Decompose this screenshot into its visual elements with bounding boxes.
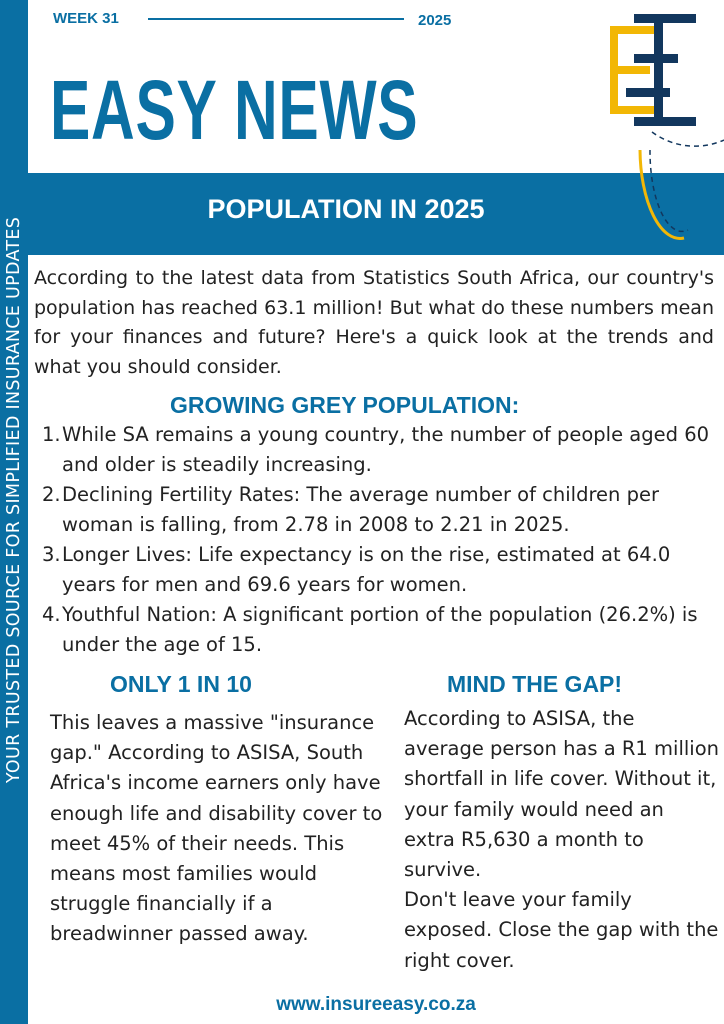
- year-label: 2025: [418, 12, 452, 29]
- intro-paragraph: According to the latest data from Statistics South Africa, our country's population has reached 63.1 million! But what do these numbers mean for your finances and future? Here's a quick look at the trends and what you should consider.: [34, 267, 714, 378]
- list-number: 3.: [42, 543, 61, 566]
- list-item: [42, 420, 722, 480]
- list-text: While SA remains a young country, the number of people aged 60 and older is steadily increasing.: [62, 423, 710, 476]
- trend-list: [42, 420, 722, 660]
- header-divider: [148, 18, 404, 20]
- list-text: Youthful Nation: A significant portion of the population (26.2%) is under the age of 15.: [62, 603, 698, 656]
- ei-logo-icon: [604, 0, 724, 240]
- shortfall-paragraph: According to ASISA, the average person has a R1 million shortfall in life cover. Without it, your family would need an extra R5,630 a month to survive.: [404, 707, 719, 882]
- list-number: 1.: [42, 423, 61, 446]
- masthead-title: EASY NEWS: [50, 63, 419, 157]
- list-number: 2.: [42, 483, 61, 506]
- list-item: [42, 540, 722, 600]
- mind-the-gap-body: [404, 704, 720, 976]
- week-label: WEEK 31: [53, 10, 119, 27]
- list-text: Declining Fertility Rates: The average number of children per woman is falling, from 2.78 in 2008 to 2.21 in 2025.: [62, 483, 659, 536]
- article-title: POPULATION IN 2025: [207, 194, 485, 224]
- insurance-gap-paragraph: This leaves a massive "insurance gap." According to ASISA, South Africa's income earners only have enough life and disability cover to meet 45% of their needs. This means most families would struggle financially if a breadwinner passed away.: [50, 711, 383, 946]
- list-number: 4.: [42, 603, 61, 626]
- call-to-action-paragraph: Don't leave your family exposed. Close the gap with the right cover.: [404, 888, 719, 972]
- grey-population-heading: GROWING GREY POPULATION:: [170, 392, 520, 418]
- only-one-in-ten-heading: ONLY 1 IN 10: [110, 671, 252, 697]
- list-text: Longer Lives: Life expectancy is on the rise, estimated at 64.0 years for men and 69.6 years for women.: [62, 543, 671, 596]
- sidebar-band: [0, 0, 28, 1024]
- website-link[interactable]: www.insureeasy.co.za: [276, 994, 476, 1015]
- list-item: [42, 480, 722, 540]
- sidebar-tagline: YOUR TRUSTED SOURCE FOR SIMPLIFIED INSURANCE UPDATES: [4, 216, 24, 784]
- mind-the-gap-heading: MIND THE GAP!: [447, 671, 623, 697]
- list-item: [42, 600, 722, 660]
